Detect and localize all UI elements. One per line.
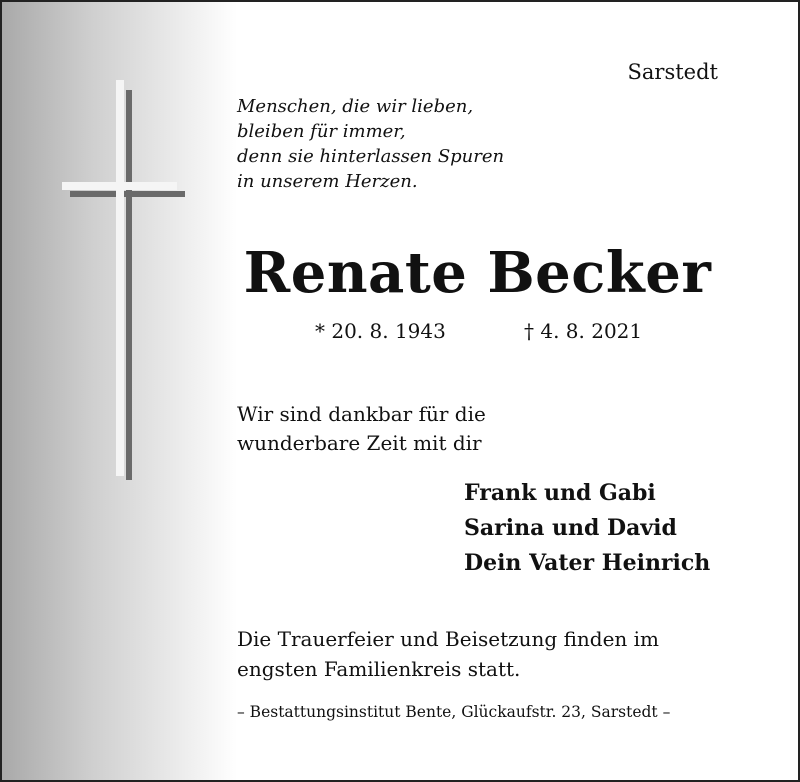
poem-line: in unserem Herzen. <box>237 171 418 192</box>
mourner: Frank und Gabi <box>464 480 656 506</box>
death-date: † 4. 8. 2021 <box>524 319 643 343</box>
mourners-list <box>464 476 710 581</box>
birth-date: * 20. 8. 1943 <box>315 319 446 343</box>
thanks-line: Wir sind dankbar für die <box>237 402 486 426</box>
funeral-line: engsten Familienkreis statt. <box>237 657 521 681</box>
mourner: Sarina und David <box>464 515 677 541</box>
funeral-info <box>237 624 659 684</box>
poem <box>237 94 504 194</box>
deceased-name: Renate Becker <box>243 240 712 306</box>
mourner: Dein Vater Heinrich <box>464 550 711 576</box>
poem-line: bleiben für immer, <box>237 121 406 142</box>
location-label: Sarstedt <box>627 60 718 84</box>
poem-line: Menschen, die wir lieben, <box>237 96 474 117</box>
thanks-line: wunderbare Zeit mit dir <box>237 431 482 455</box>
undertaker-info: – Bestattungsinstitut Bente, Glückaufstr. 23, Sarstedt – <box>237 703 671 721</box>
funeral-line: Die Trauerfeier und Beisetzung finden im <box>237 627 660 651</box>
poem-line: denn sie hinterlassen Spuren <box>237 146 505 167</box>
thanks-text <box>237 400 486 458</box>
